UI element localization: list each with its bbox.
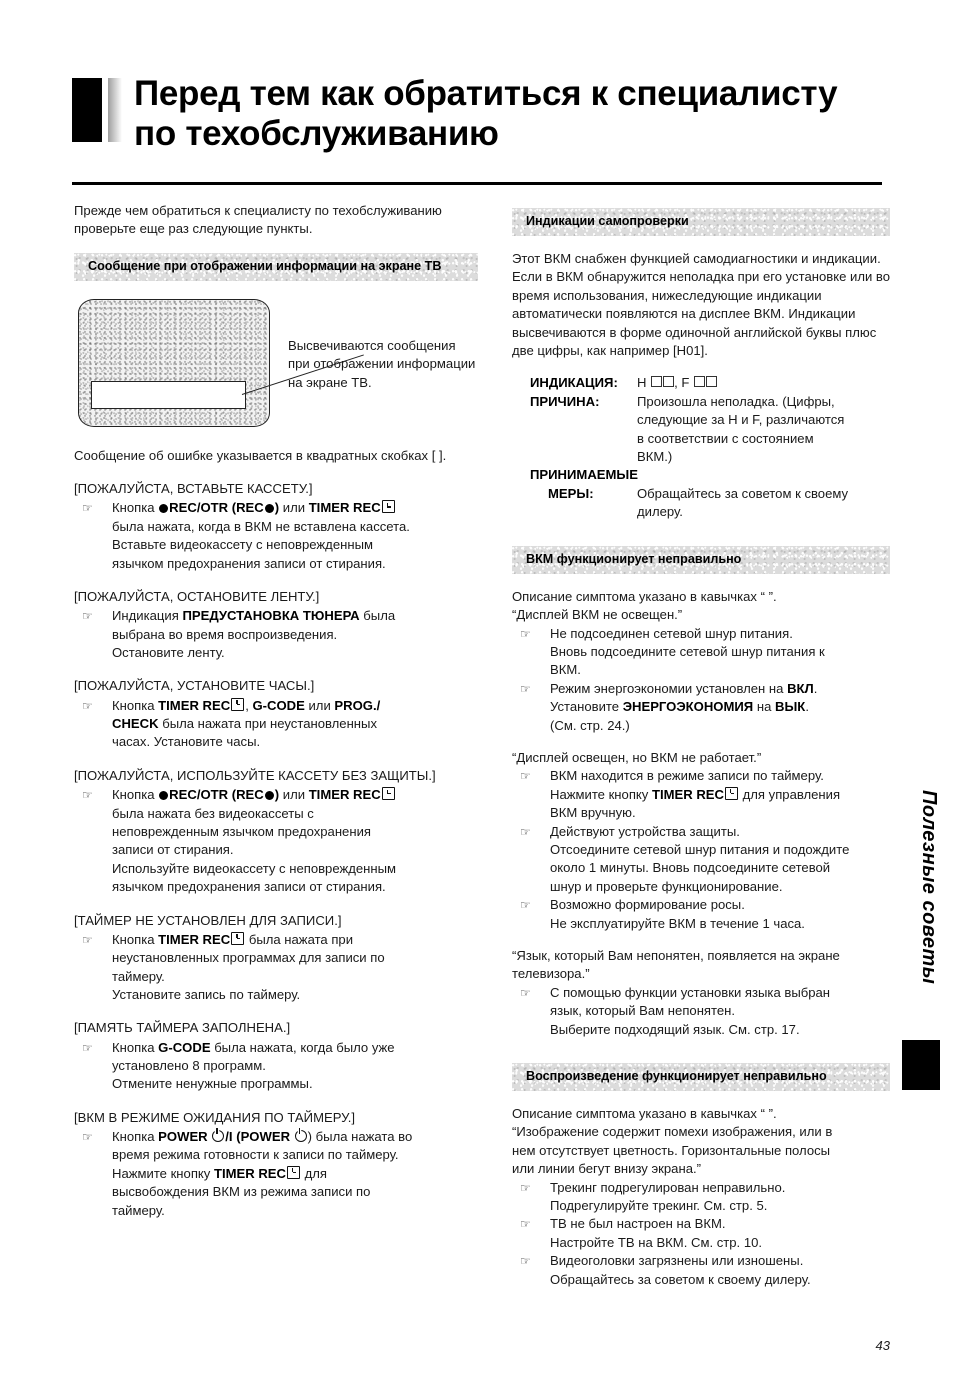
title-divider: [72, 182, 882, 185]
clock-icon: [382, 787, 395, 800]
definition-line: Произошла неполадка. (Цифры,: [637, 393, 835, 409]
list-line: таймеру.: [112, 968, 165, 984]
symptom-title: “Дисплей ВКМ не освещен.”: [512, 607, 683, 623]
btn-power-2: POWER: [240, 1128, 291, 1144]
list-line: время режима готовности к записи по таймеру.: [112, 1147, 399, 1163]
list-line: Видеоголовки загрязнены или изношены.: [550, 1253, 804, 1269]
value-vkl: ВКЛ: [787, 680, 814, 696]
list-line: Трекинг подрегулирован неправильно.: [550, 1179, 786, 1195]
symptom-title-cont: или линии бегут внизу экрана.”: [512, 1161, 701, 1177]
tv-illustration: [74, 295, 478, 437]
box-placeholder-icon: [694, 376, 705, 387]
hand-pointer-icon: ☞: [520, 1217, 531, 1232]
hand-pointer-icon: ☞: [82, 1129, 93, 1144]
btn-timer-rec: TIMER REC: [158, 697, 231, 713]
error-title: [ВКМ В РЕЖИМЕ ОЖИДАНИЯ ПО ТАЙМЕРУ.]: [74, 1109, 356, 1125]
tv-message-box: [91, 381, 246, 409]
hand-pointer-icon: ☞: [82, 1040, 93, 1055]
definition-line: в соответствии с состоянием: [637, 430, 814, 446]
label-knopka: Кнопка: [112, 1039, 155, 1055]
label-gcode-pressed: была нажата, когда было уже: [214, 1039, 395, 1055]
list-item: [512, 680, 890, 735]
hand-pointer-icon: ☞: [82, 501, 93, 516]
list-item-body: Кнопка TIMER REC , G-CODE или PROG./ CHECK была нажата при неустановленных часах. Установите часы.: [112, 697, 478, 752]
list-line: записи от стирания.: [112, 842, 234, 858]
list-line: шнур и проверьте функционирование.: [550, 878, 783, 894]
definition-line: Обращайтесь за советом к своему: [637, 485, 849, 501]
symptom-title-cont: телевизора.”: [512, 966, 590, 982]
page-number: 43: [875, 1338, 890, 1353]
section-header-tv-message: Сообщение при отображении информации на экране ТВ: [74, 253, 478, 281]
list-item: [74, 1128, 478, 1220]
btn-rec-otr: REC/OTR (REC: [169, 787, 264, 803]
label-ili: или: [282, 500, 306, 516]
hand-pointer-icon: ☞: [520, 626, 531, 641]
list-line: С помощью функции установки языка выбран: [550, 984, 831, 1000]
list-item-body: [550, 984, 890, 1039]
term-energy-saving: ЭНЕРГОЭКОНОМИЯ: [622, 699, 754, 715]
list-item-body: [112, 499, 478, 573]
list-line: Вновь подсоедините сетевой шнур питания к: [550, 643, 825, 659]
hand-pointer-icon: ☞: [520, 824, 531, 839]
btn-timer-rec: TIMER REC: [158, 931, 231, 947]
list-line: Действуют устройства защиты.: [550, 823, 740, 839]
list-item-body: [550, 1252, 890, 1289]
list-item: [74, 499, 478, 573]
list-item-body: [550, 823, 890, 897]
label-knopka: Кнопка: [112, 500, 155, 516]
btn-timer-rec: TIMER REC: [308, 500, 381, 516]
btn-gcode: G-CODE: [158, 1039, 211, 1055]
box-placeholder-icon: [706, 376, 717, 387]
label-press-button: Нажмите кнопку: [112, 1165, 211, 1181]
error-title: [ПОЖАЛУЙСТА, УСТАНОВИТЕ ЧАСЫ.]: [74, 678, 315, 694]
error-title: [ПОЖАЛУЙСТА, ОСТАНОВИТЕ ЛЕНТУ.]: [74, 589, 320, 605]
label-knopka: Кнопка: [112, 1128, 155, 1144]
box-placeholder-icon: [663, 376, 674, 387]
hand-pointer-icon: ☞: [520, 898, 531, 913]
list-item-body: [550, 896, 890, 933]
side-tab-label: Полезные советы: [918, 790, 940, 985]
list-item: [512, 1252, 890, 1289]
list-line: неустановленных программах для записи по: [112, 950, 385, 966]
label-byla: была: [363, 608, 396, 624]
label-knopka: Кнопка: [112, 697, 155, 713]
definition-description: [637, 393, 890, 467]
list-line: выбрана во время воспроизведения.: [112, 626, 338, 642]
list-item-body: [550, 767, 890, 822]
definition-row: [512, 374, 890, 392]
list-item-body: Режим энергоэкономии установлен на ВКЛ. Установите ЭНЕРГОЭКОНОМИЯ на ВЫК. (См. стр. 24.): [550, 680, 890, 735]
btn-timer-rec: TIMER REC: [308, 787, 381, 803]
box-placeholder-icon: [651, 376, 662, 387]
label-knopka: Кнопка: [112, 787, 155, 803]
tv-figure-caption: Высвечиваются сообщения при отображении информации на экране ТВ.: [288, 337, 476, 390]
list-line: Не эксплуатируйте ВКМ в течение 1 часа.: [550, 915, 805, 931]
list-item: [74, 931, 478, 1005]
record-dot-icon: [159, 504, 168, 513]
clock-icon: [725, 787, 738, 800]
list-line: Выберите подходящий язык. См. стр. 17.: [550, 1021, 800, 1037]
definition-description: [637, 485, 890, 522]
definition-line: ВКМ.): [637, 449, 673, 465]
list-line: ВКМ вручную.: [550, 805, 636, 821]
error-title: [ПОЖАЛУЙСТА, ИСПОЛЬЗУЙТЕ КАССЕТУ БЕЗ ЗАЩИТЫ.]: [74, 767, 436, 783]
error-title: [ПОЖАЛУЙСТА, ВСТАВЬТЕ КАССЕТУ.]: [74, 481, 313, 497]
section-header-vcr-malfunction: ВКМ функционирует неправильно: [512, 546, 890, 574]
btn-rec-otr: REC/OTR (REC: [169, 500, 264, 516]
definition-line: дилеру.: [637, 504, 683, 520]
hand-pointer-icon: ☞: [520, 1180, 531, 1195]
btn-prog-check: PROG./: [334, 697, 381, 713]
side-tab-marker: [902, 1040, 940, 1090]
list-line: Остановите ленту.: [112, 645, 225, 661]
hand-pointer-icon: ☞: [520, 681, 531, 696]
btn-gcode: G-CODE: [252, 697, 305, 713]
label-power-close: ) была нажата во: [307, 1128, 413, 1144]
symptom-title-cont: нем отсутствует цветность. Горизонтальные полосы: [512, 1142, 831, 1158]
indication-letter-h: H: [637, 375, 647, 391]
btn-rec-otr-close: ): [274, 500, 280, 516]
label-ustanovite: Установите: [550, 699, 620, 715]
hand-pointer-icon: ☞: [82, 609, 93, 624]
list-line: высвобождения ВКМ из режима записи по: [112, 1184, 371, 1200]
list-line: язык, который Вам непонятен.: [550, 1003, 736, 1019]
btn-rec-otr-close: ): [274, 787, 280, 803]
list-line: Отмените ненужные программы.: [112, 1076, 313, 1092]
list-line: установлено 8 программ.: [112, 1057, 266, 1073]
list-line: ВКМ находится в режиме записи по таймеру.: [550, 768, 824, 784]
definition-row: [512, 485, 890, 522]
label-ili: или: [282, 787, 306, 803]
list-item: [512, 625, 890, 680]
list-line: около 1 минуты. Вновь подсоедините сетевой: [550, 860, 831, 876]
clock-icon: [287, 1166, 300, 1179]
btn-timer-rec: TIMER REC: [651, 786, 724, 802]
list-line: ТВ не был настроен на ВКМ.: [550, 1216, 726, 1232]
list-line: была нажата без видеокассеты с: [112, 805, 314, 821]
definition-row: [512, 393, 890, 467]
value-vyk: ВЫК: [775, 699, 806, 715]
list-item: [74, 786, 478, 896]
list-line: Используйте видеокассету с неповрежденным: [112, 860, 397, 876]
label-dlya: для: [304, 1165, 328, 1181]
page-title: [134, 74, 837, 153]
record-dot-icon: [265, 791, 274, 800]
section-header-selfcheck: Индикации самопроверки: [512, 208, 890, 236]
label-press-button: Нажмите кнопку: [550, 786, 649, 802]
symptom-title: “Язык, который Вам непонятен, появляется на экране: [512, 948, 840, 963]
hand-pointer-icon: ☞: [82, 932, 93, 947]
list-line: таймеру.: [112, 1202, 165, 1218]
list-item: [74, 1039, 478, 1094]
hand-pointer-icon: ☞: [520, 769, 531, 784]
section-header-playback: Воспроизведение функционирует неправильно: [512, 1063, 890, 1091]
list-line: язычком предохранения записи от стирания.: [112, 879, 386, 895]
list-line: Настройте ТВ на ВКМ. См. стр. 10.: [550, 1234, 763, 1250]
hand-pointer-icon: ☞: [520, 985, 531, 1000]
list-line: часах. Установите часы.: [112, 734, 261, 750]
list-line: Возможно формирование росы.: [550, 897, 745, 913]
list-line: Обращайтесь за советом к своему дилеру.: [550, 1271, 811, 1287]
label-pressed: была нажата при: [248, 931, 354, 947]
list-line: неповрежденным язычком предохранения: [112, 823, 371, 839]
definition-term: ИНДИКАЦИЯ:: [530, 375, 618, 391]
list-item-body: [550, 625, 890, 680]
list-item-body: [112, 931, 478, 1005]
playback-intro: Описание симптома указано в кавычках “ ”.: [512, 1106, 777, 1122]
page-title-block: [72, 74, 882, 153]
definition-description: [637, 374, 890, 392]
error-title: [ПАМЯТЬ ТАЙМЕРА ЗАПОЛНЕНА.]: [74, 1020, 291, 1036]
list-line: язычком предохранения записи от стирания.: [112, 555, 386, 571]
indication-sep: , F: [674, 375, 690, 391]
power-icon: [295, 1130, 307, 1142]
title-marker-icon: [72, 78, 102, 142]
definition-term-measures: ПРИНИМАЕМЫЕ: [530, 467, 638, 483]
list-line: ВКМ.: [550, 662, 581, 678]
right-column: [512, 202, 890, 1289]
list-line: (См. стр. 24.): [550, 717, 630, 733]
definition-term-measures-2: МЕРЫ:: [548, 485, 594, 501]
list-item: [74, 607, 478, 662]
term-tuner-preset: ПРЕДУСТАНОВКА ТЮНЕРА: [182, 608, 360, 624]
list-item-body: [112, 1128, 478, 1220]
label-ili: или: [308, 697, 331, 713]
clock-icon: [382, 500, 395, 513]
list-line: Подрегулируйте трекинг. См. стр. 5.: [550, 1198, 768, 1214]
page-title-line2: по техобслуживанию: [134, 113, 499, 153]
btn-prog-check-2: CHECK: [112, 716, 159, 732]
btn-power: POWER: [158, 1128, 208, 1144]
list-line: Не подсоединен сетевой шнур питания.: [550, 625, 793, 641]
record-dot-icon: [159, 791, 168, 800]
list-item-body: [550, 1215, 890, 1252]
error-bracket-note: Сообщение об ошибке указывается в квадратных скобках [ ].: [74, 447, 447, 463]
label-pressed: была нажата при неустановленных: [162, 716, 377, 732]
list-item-body: [112, 607, 478, 662]
list-line: Отсоедините сетевой шнур питания и подождите: [550, 841, 850, 857]
clock-icon: [231, 932, 244, 945]
label-na: на: [756, 699, 772, 715]
symptom-title: “Дисплей освещен, но ВКМ не работает.”: [512, 749, 762, 765]
page-title-line1: Перед тем как обратиться к специалисту: [134, 74, 838, 113]
indication-definition-list: [512, 374, 890, 521]
label-for-control: для управления: [742, 786, 841, 802]
list-item-body: [550, 1179, 890, 1216]
record-dot-icon: [265, 504, 274, 513]
list-line: Вставьте видеокассету с неповрежденным: [112, 537, 373, 553]
list-item: [512, 1215, 890, 1252]
clock-icon: [231, 698, 244, 711]
hand-pointer-icon: ☞: [82, 788, 93, 803]
label-indikaciya: Индикация: [112, 608, 179, 624]
symptom-title: “Изображение содержит помехи изображения, или в: [512, 1124, 833, 1140]
vcr-intro: Описание симптома указано в кавычках “ ”.: [512, 588, 777, 604]
list-item: [512, 823, 890, 897]
list-item: [512, 984, 890, 1039]
label-knopka: Кнопка: [112, 931, 155, 947]
list-item: [512, 896, 890, 933]
btn-power-slash: /I (: [225, 1128, 241, 1144]
list-item: [512, 767, 890, 822]
list-item-body: [112, 786, 478, 896]
btn-timer-rec: TIMER REC: [213, 1165, 286, 1181]
definition-term: ПРИЧИНА:: [530, 393, 600, 409]
list-line: Установите запись по таймеру.: [112, 986, 301, 1002]
selfcheck-body: Этот ВКМ снабжен функцией самодиагностики и индикации. Если в ВКМ обнаружится неполадка при его установке или во время использования, нижеследующие индикации автоматически появляются на дисплее ВКМ. Индикации высвечиваются в форме одиночной английской буквы плюс две цифры, как например [H01].: [512, 251, 890, 359]
definition-line: следующие за H и F, различаются: [637, 412, 845, 428]
power-icon: [212, 1130, 224, 1142]
hand-pointer-icon: ☞: [82, 698, 93, 713]
list-item-body: [112, 1039, 478, 1094]
title-marker-fade-icon: [108, 78, 122, 142]
error-title: [ТАЙМЕР НЕ УСТАНОВЛЕН ДЛЯ ЗАПИСИ.]: [74, 912, 342, 928]
list-item: [74, 697, 478, 752]
hand-pointer-icon: ☞: [520, 1254, 531, 1269]
left-column: [74, 202, 478, 1220]
list-item: [512, 1179, 890, 1216]
list-line: Режим энергоэкономии установлен на: [550, 680, 784, 696]
intro-paragraph: Прежде чем обратиться к специалисту по техобслуживанию проверьте еще раз следующие пункты.: [74, 203, 442, 237]
list-line: была нажата, когда в ВКМ не вставлена кассета.: [112, 518, 410, 534]
